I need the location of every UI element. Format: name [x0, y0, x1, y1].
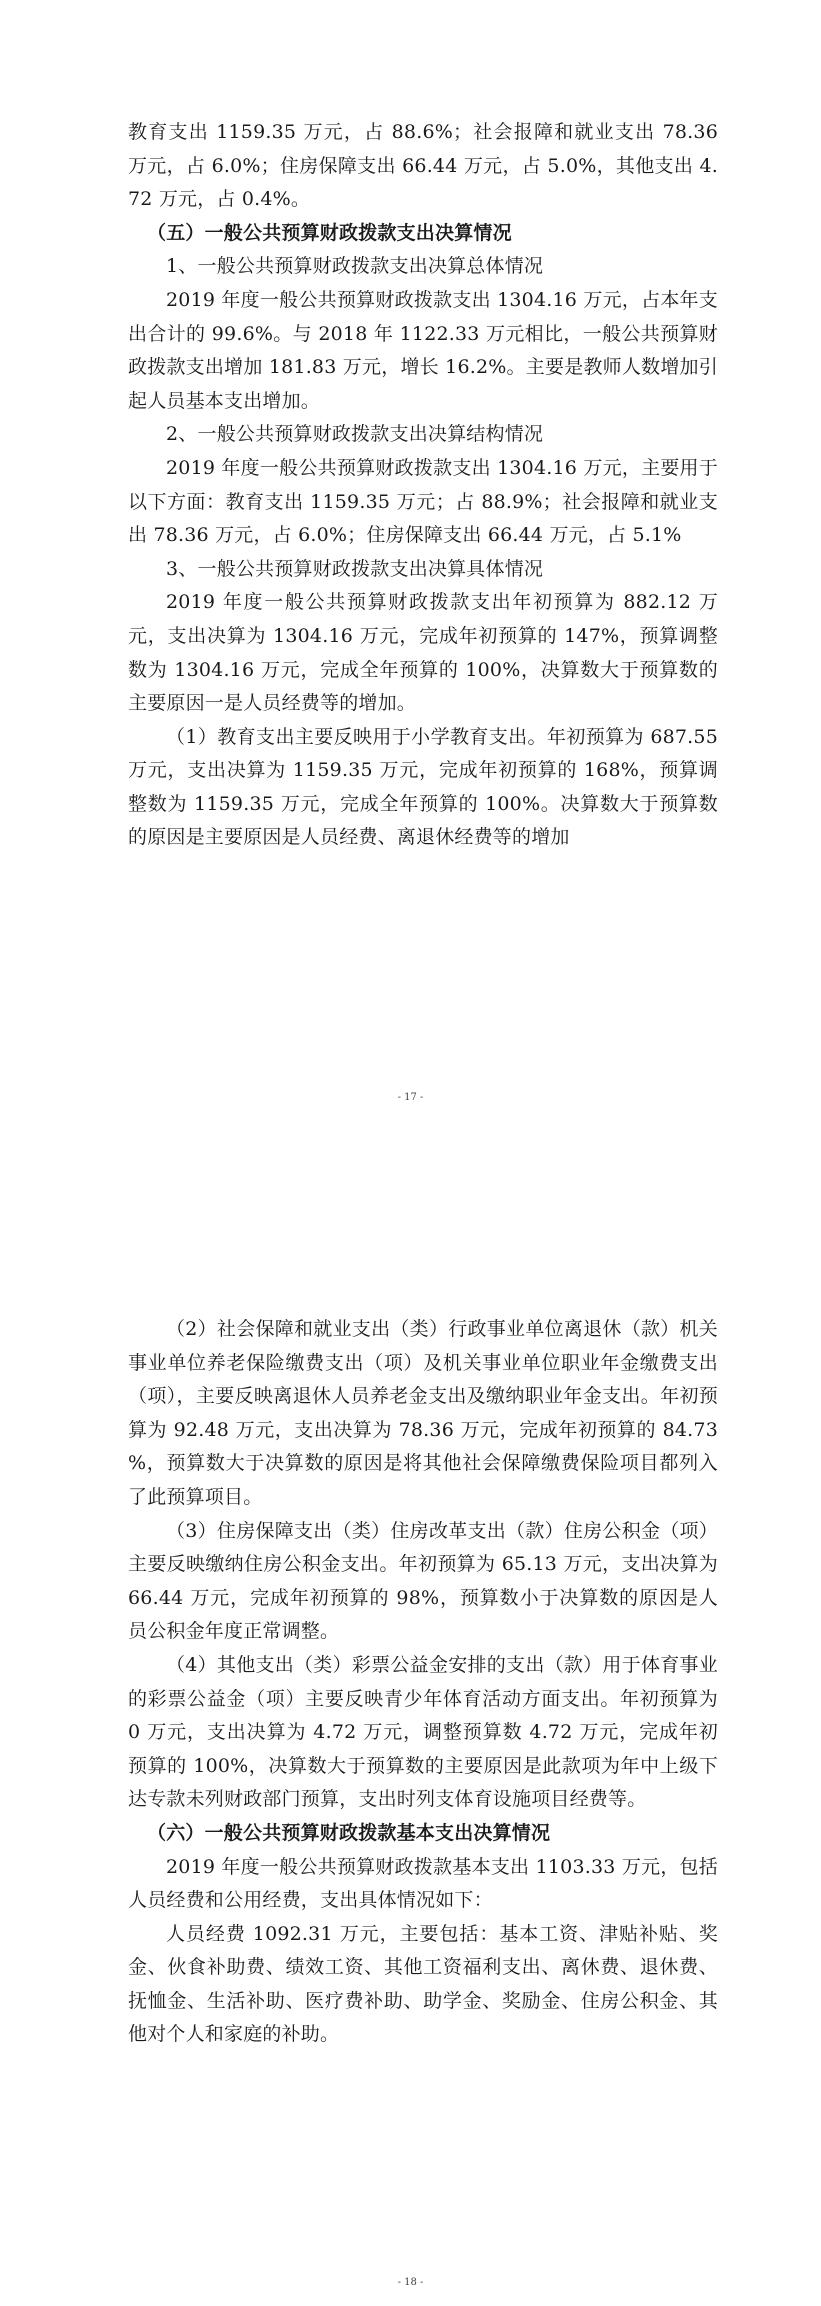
document-page-17 — [0, 0, 821, 1140]
page-gap — [0, 1140, 821, 1225]
paragraph-housing: （3）住房保障支出（类）住房改革支出（款）住房公积金（项）主要反映缴纳住房公积金支出。年初预算为 65.13 万元，支出决算为 66.44 万元，完成年初预算的 98%，预算数小于决算数的原因是人员公积金年度正常调整。 — [128, 1519, 718, 1643]
paragraph-details: 2019 年度一般公共预算财政拨款支出年初预算为 882.12 万元，支出决算为 1304.16 万元，完成年初预算的 147%，预算调整数为 1304.16 万元，完成全年预算的 100%，决算数大于预算数的主要原因一是人员经费等的增加。 — [128, 591, 718, 715]
paragraph-structure: 2019 年度一般公共预算财政拨款支出 1304.16 万元，主要用于以下方面：教育支出 1159.35 万元；占 88.9%；社会报障和就业支出 78.36 万元，占 6.0%；住房保障支出 66.44 万元，占 5.1% — [128, 456, 718, 547]
paragraph-education: （1）教育支出主要反映用于小学教育支出。年初预算为 687.55 万元，支出决算为 1159.35 万元，完成年初预算的 168%，预算调整数为 1159.35 万元，完成全年预算的 100%。决算数大于预算数的原因是主要原因是人员经费、离退休经费等的增加 — [128, 725, 718, 849]
paragraph-social-security: （2）社会保障和就业支出（类）行政事业单位离退休（款）机关事业单位养老保险缴费支出（项）及机关事业单位职业年金缴费支出（项），主要反映离退休人员养老金支出及缴纳职业年金支出。年初预算为 92.48 万元，支出决算为 78.36 万元，完成年初预算的 84.73 %，预算数大于决算数的原因是将其他社会保障缴费保险项目都列入了此预算项目。 — [128, 1318, 718, 1508]
section-heading-5: （五）一般公共预算财政拨款支出决算情况 — [147, 221, 512, 244]
subheading-structure: 2、一般公共预算财政拨款支出决算结构情况 — [166, 423, 544, 446]
paragraph-basic-expenditure: 2019 年度一般公共预算财政拨款基本支出 1103.33 万元，包括人员经费和公用经费，支出具体情况如下： — [128, 1855, 718, 1912]
page-number: - 17 - — [397, 1092, 424, 1103]
paragraph-expenditure-shares: 教育支出 1159.35 万元，占 88.6%；社会报障和就业支出 78.36 万元，占 6.0%；住房保障支出 66.44 万元，占 5.0%，其他支出 4.72 万元，占 0.4%。 — [128, 121, 718, 211]
subheading-overall: 1、一般公共预算财政拨款支出决算总体情况 — [166, 255, 544, 278]
page-17-body — [128, 116, 718, 855]
paragraph-other-expenditure: （4）其他支出（类）彩票公益金安排的支出（款）用于体育事业的彩票公益金（项）主要反映青少年体育活动方面支出。年初预算为 0 万元，支出决算为 4.72 万元，调整预算数 4.72 万元，完成年初预算的 100%，决算数大于预算数的主要原因是此款项为年中上级下达专款未列财政部门预算，支出时列支体育设施项目经费等。 — [128, 1653, 718, 1811]
page-18-body — [128, 1313, 718, 2052]
page-number: - 18 - — [397, 2277, 424, 2288]
subheading-details: 3、一般公共预算财政拨款支出决算具体情况 — [166, 557, 544, 580]
document-page-18 — [0, 1225, 821, 2306]
paragraph-personnel-expenses: 人员经费 1092.31 万元，主要包括：基本工资、津贴补贴、奖金、伙食补助费、绩效工资、其他工资福利支出、离休费、退休费、抚恤金、生活补助、医疗费补助、助学金、奖励金、住房公积金、其他对个人和家庭的补助。 — [128, 1922, 718, 2046]
paragraph-overall: 2019 年度一般公共预算财政拨款支出 1304.16 万元，占本年支出合计的 99.6%。与 2018 年 1122.33 万元相比，一般公共预算财政拨款支出增加 181.83 万元，增长 16.2%。主要是教师人数增加引起人员基本支出增加。 — [128, 288, 718, 412]
section-heading-6: （六）一般公共预算财政拨款基本支出决算情况 — [147, 1821, 551, 1844]
